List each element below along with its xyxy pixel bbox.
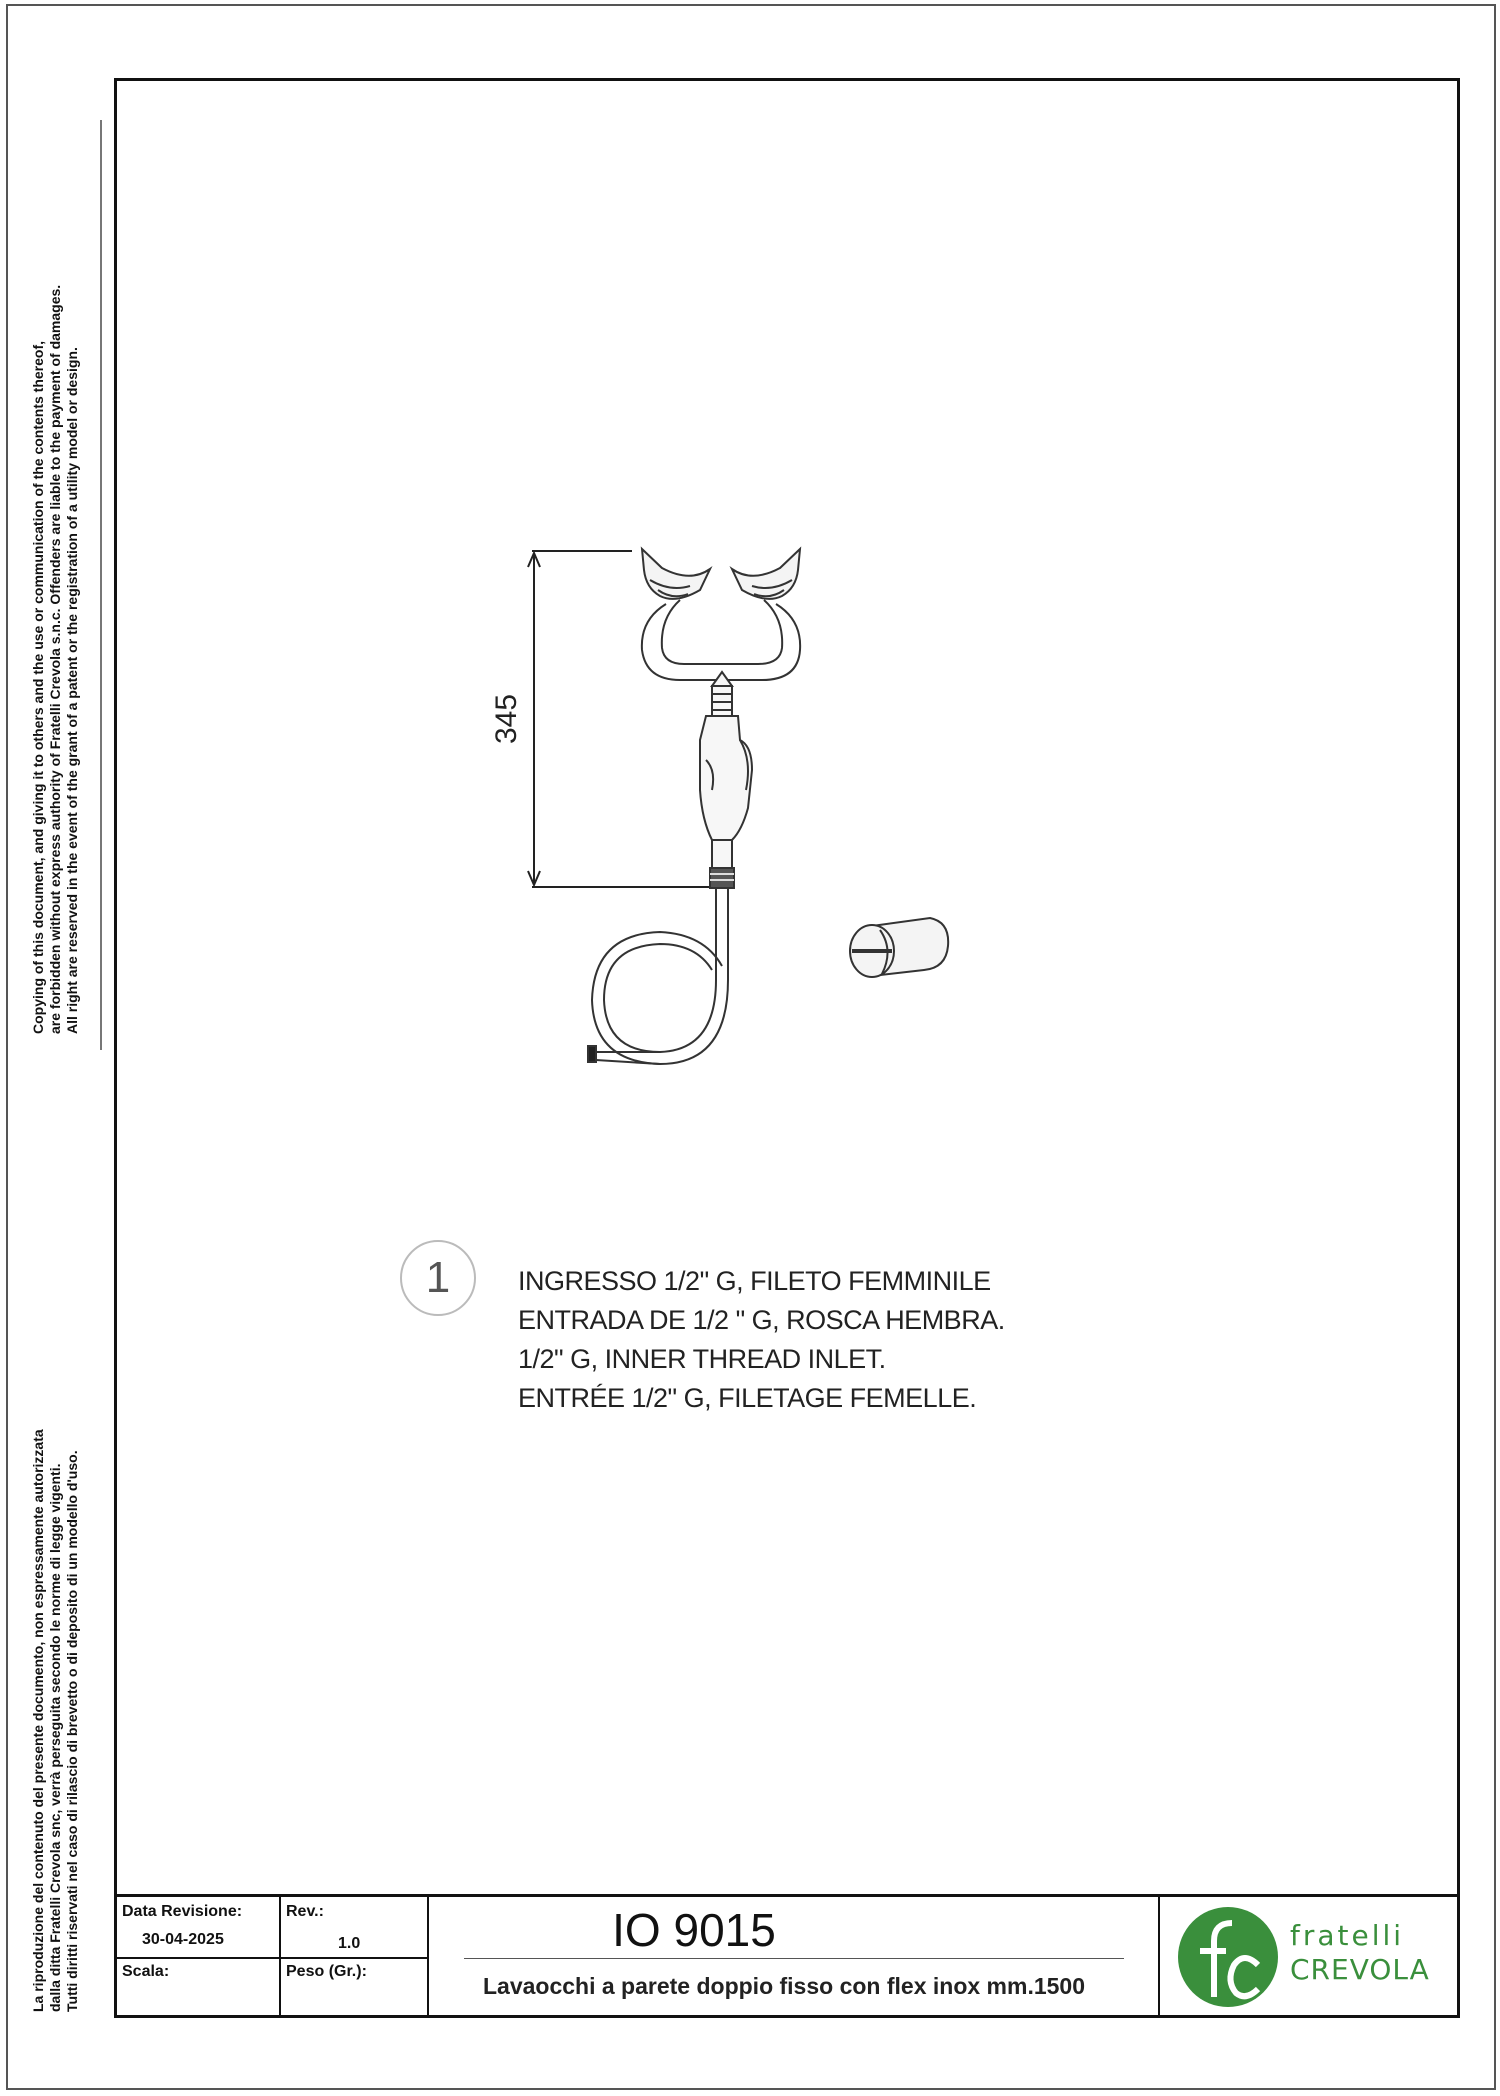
inlet-note-spanish: ENTRADA DE 1/2 " G, ROSCA HEMBRA. xyxy=(518,1305,1005,1335)
copyright-line: are forbidden without express authority of Fratelli Crevola s.n.c. Offenders are liable to the payment of damages. xyxy=(47,284,63,1034)
copyright-line: Tutti diritti riservati nel caso di rilascio di brevetto o di deposito di un modello d'uso. xyxy=(64,1450,80,2012)
wall-bracket xyxy=(850,918,948,977)
title-underline xyxy=(464,1958,1124,1959)
fratelli-crevola-logo xyxy=(1174,1901,1284,2013)
product-description: Lavaocchi a parete doppio fisso con flex inox mm.1500 xyxy=(482,1973,1086,1999)
callout-number: 1 xyxy=(400,1240,476,1316)
logo-text-fratelli: fratelli xyxy=(1290,1919,1405,1952)
inlet-note-french: ENTRÉE 1/2" G, FILETAGE FEMELLE. xyxy=(518,1383,977,1413)
inlet-notes xyxy=(518,1262,1005,1418)
revision-date-label: Data Revisione: xyxy=(122,1903,243,1920)
copyright-line: dalla ditta Fratelli Crevola snc, verrà perseguita secondo le norme di legge vigenti. xyxy=(47,1463,63,2012)
u-pipe xyxy=(642,600,800,680)
inlet-note-italian: INGRESSO 1/2" G, FILETO FEMMINILE xyxy=(518,1266,991,1296)
left-spray-head xyxy=(642,549,710,599)
scale-label: Scala: xyxy=(122,1963,170,1980)
revision-date-value: 30-04-2025 xyxy=(142,1931,224,1948)
copyright-line: All right are reserved in the event of the grant of a patent or the registration of a utility model or design. xyxy=(64,347,80,1034)
copyright-line: La riproduzione del contenuto del presente documento, non espressamente autorizzata xyxy=(30,1429,46,2012)
flexible-hose xyxy=(588,888,728,1064)
dimension-label: 345 xyxy=(490,693,523,744)
logo-text-crevola: CREVOLA xyxy=(1290,1953,1430,1986)
weight-label: Peso (Gr.): xyxy=(286,1963,367,1980)
drawing-code: IO 9015 xyxy=(612,1904,776,1956)
hand-valve xyxy=(700,672,752,888)
right-spray-head xyxy=(732,549,800,599)
revision-value: 1.0 xyxy=(338,1935,361,1952)
title-block-divider xyxy=(1158,1897,1160,2018)
title-block xyxy=(114,1894,1460,2018)
height-dimension xyxy=(528,551,712,887)
copyright-line: Copying of this document, and giving it to others and the use or communication of the contents thereof, xyxy=(30,340,46,1034)
title-block-divider xyxy=(427,1897,429,2018)
inlet-note-english: 1/2" G, INNER THREAD INLET. xyxy=(518,1344,886,1374)
revision-label: Rev.: xyxy=(286,1903,324,1920)
title-block-row-divider xyxy=(114,1957,427,1959)
